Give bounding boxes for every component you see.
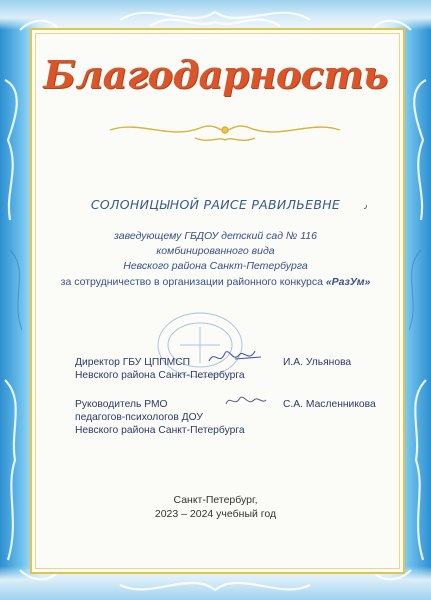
- position-line-2: комбинированного вида: [156, 245, 275, 257]
- signatory-2-name: С.А. Масленникова: [283, 399, 376, 410]
- signatory-2-title-line-2: педагогов-психологов ДОУ: [75, 412, 203, 423]
- signatory-1-title-line-2: Невского района Санкт-Петербурга: [75, 370, 245, 381]
- signatory-2-title: [75, 398, 245, 437]
- handwritten-signature: [222, 390, 270, 412]
- signatory-2-title-line-1: Руководитель РМО: [75, 399, 168, 410]
- footer-city: Санкт-Петербург,: [173, 494, 258, 506]
- signatory-1-name: И.А. Ульянова: [283, 357, 352, 368]
- gold-scroll-ornament: [100, 110, 350, 150]
- reason-line: [0, 276, 431, 288]
- recipient-name: СОЛОНИЦЫНОЙ РАИСЕ РАВИЛЬЕВНЕ: [90, 197, 341, 212]
- pen-mark: ٫: [364, 200, 368, 211]
- handwritten-signature: [205, 343, 265, 371]
- position-line-1: заведующему ГБДОУ детский сад № 116: [114, 230, 317, 242]
- signatory-1-title-line-1: Директор ГБУ ЦППМСП: [75, 357, 191, 368]
- footer-year: 2023 – 2024 учебный год: [154, 508, 277, 520]
- signatory-2-title-line-3: Невского района Санкт-Петербурга: [75, 425, 245, 436]
- certificate-heading: Благодарность: [43, 52, 388, 97]
- reason-text: за сотрудничество в организации районного конкурса: [60, 276, 326, 288]
- position-line-3: Невского района Санкт-Петербурга: [123, 260, 308, 272]
- contest-name: «РазУм»: [325, 276, 371, 288]
